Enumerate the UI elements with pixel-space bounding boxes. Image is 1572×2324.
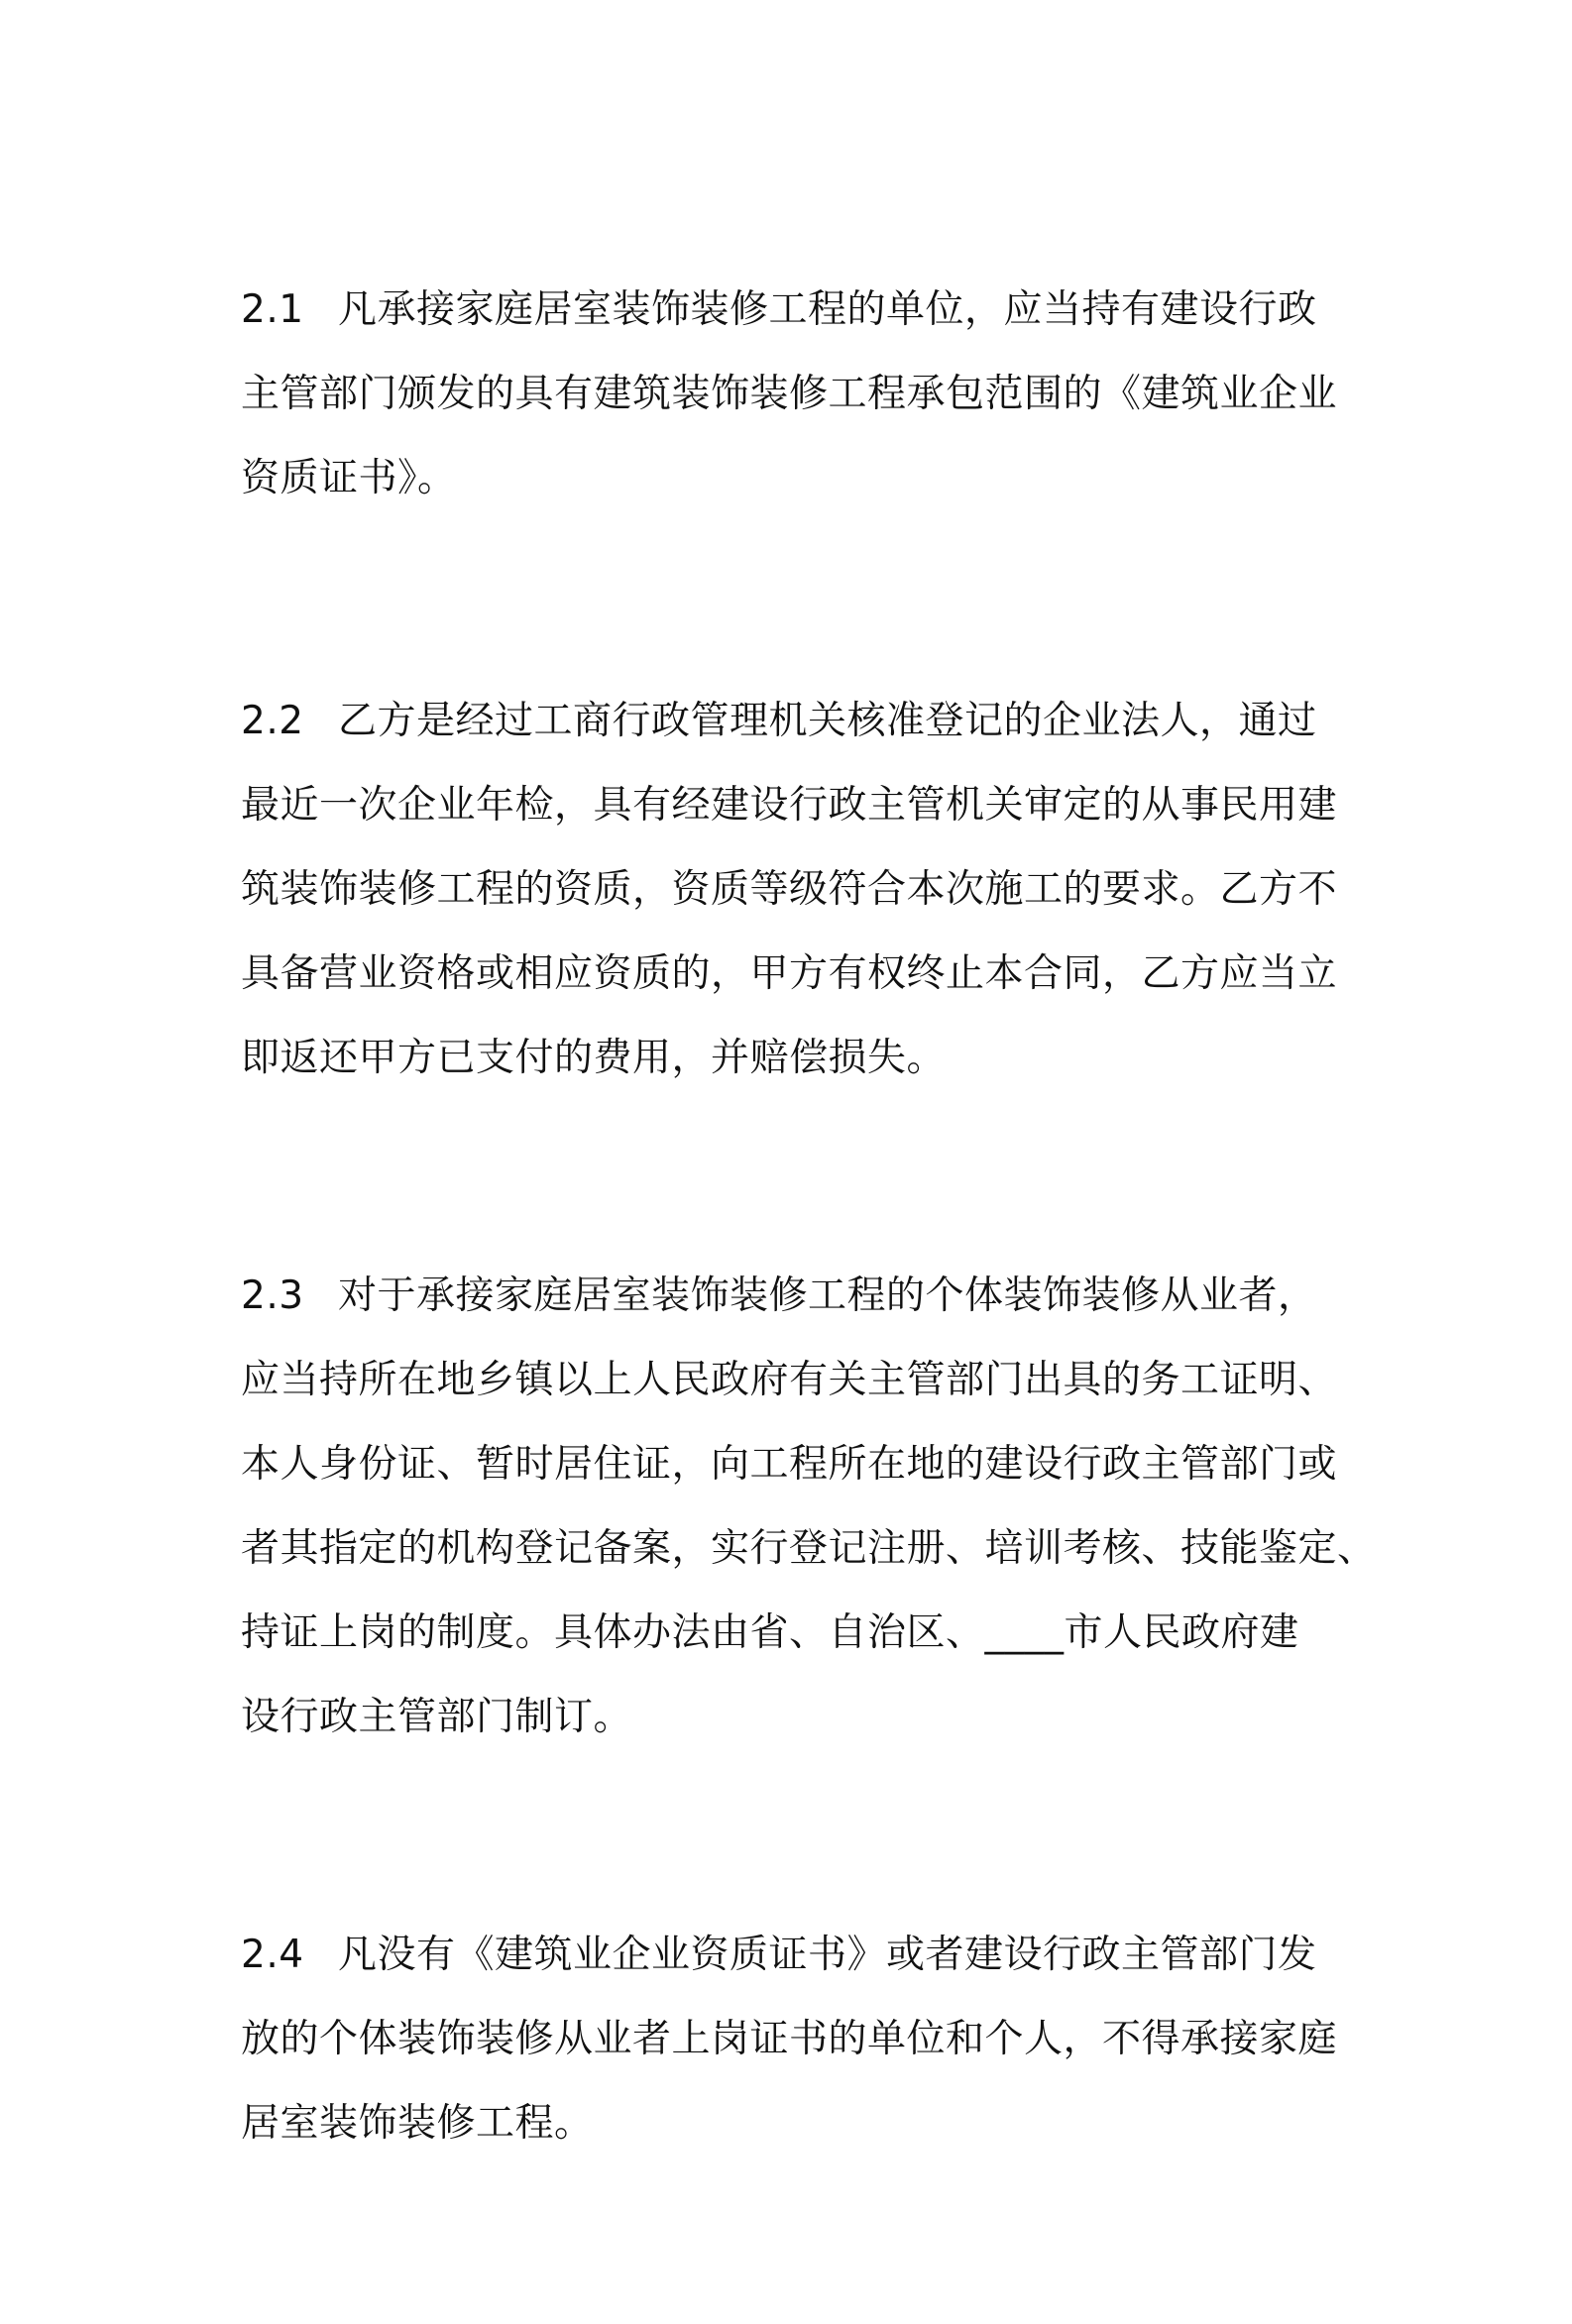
document-body xyxy=(241,268,1377,2324)
clause-line: 主管部门颁发的具有建筑装饰装修工程承包范围的《建筑业企业 xyxy=(241,372,1338,416)
clause-line: 最近一次企业年检，具有经建设行政主管机关审定的从事民用建 xyxy=(241,783,1338,828)
clause-line: 本人身份证、暂时居住证，向工程所在地的建设行政主管部门或 xyxy=(241,1442,1338,1487)
clause-line: 持证上岗的制度。具体办法由省、自治区、____市人民政府建 xyxy=(241,1610,1299,1655)
clause-line xyxy=(241,268,1346,352)
clause-line: 放的个体装饰装修从业者上岗证书的单位和个人，不得承接家庭 xyxy=(241,2017,1338,2061)
clause-number: 2.1 xyxy=(241,287,304,332)
clause-line: 筑装饰装修工程的资质，资质等级符合本次施工的要求。乙方不 xyxy=(241,867,1338,912)
clause-2-2 xyxy=(241,679,1346,1100)
clause-line: 居室装饰装修工程。 xyxy=(241,2101,594,2146)
clause-line: 即返还甲方已支付的费用，并赔偿损失。 xyxy=(241,1036,947,1080)
clause-line: 者其指定的机构登记备案，实行登记注册、培训考核、技能鉴定、 xyxy=(241,1526,1377,1571)
clause-2-3 xyxy=(241,1254,1377,1759)
clause-2-1 xyxy=(241,268,1346,520)
clause-line: 具备营业资格或相应资质的，甲方有权终止本合同，乙方应当立 xyxy=(241,951,1338,996)
clause-text: 对于承接家庭居室装饰装修工程的个体装饰装修从业者， xyxy=(338,1273,1317,1318)
clause-2-4 xyxy=(241,1913,1346,2165)
clause-line: 资质证书》。 xyxy=(241,456,457,500)
clause-text: 凡没有《建筑业企业资质证书》或者建设行政主管部门发 xyxy=(338,1933,1317,1977)
clause-line xyxy=(241,1254,1346,1338)
clause-line xyxy=(241,1913,1346,1997)
clause-line: 应当持所在地乡镇以上人民政府有关主管部门出具的务工证明、 xyxy=(241,1358,1338,1402)
clause-line: 设行政主管部门制订。 xyxy=(241,1695,633,1739)
clause-number: 2.2 xyxy=(241,699,304,743)
clause-number: 2.4 xyxy=(241,1933,304,1977)
clause-text: 凡承接家庭居室装饰装修工程的单位，应当持有建设行政 xyxy=(338,287,1317,332)
clause-number: 2.3 xyxy=(241,1273,304,1318)
clause-line xyxy=(241,679,1346,763)
clause-text: 乙方是经过工商行政管理机关核准登记的企业法人，通过 xyxy=(338,699,1317,743)
